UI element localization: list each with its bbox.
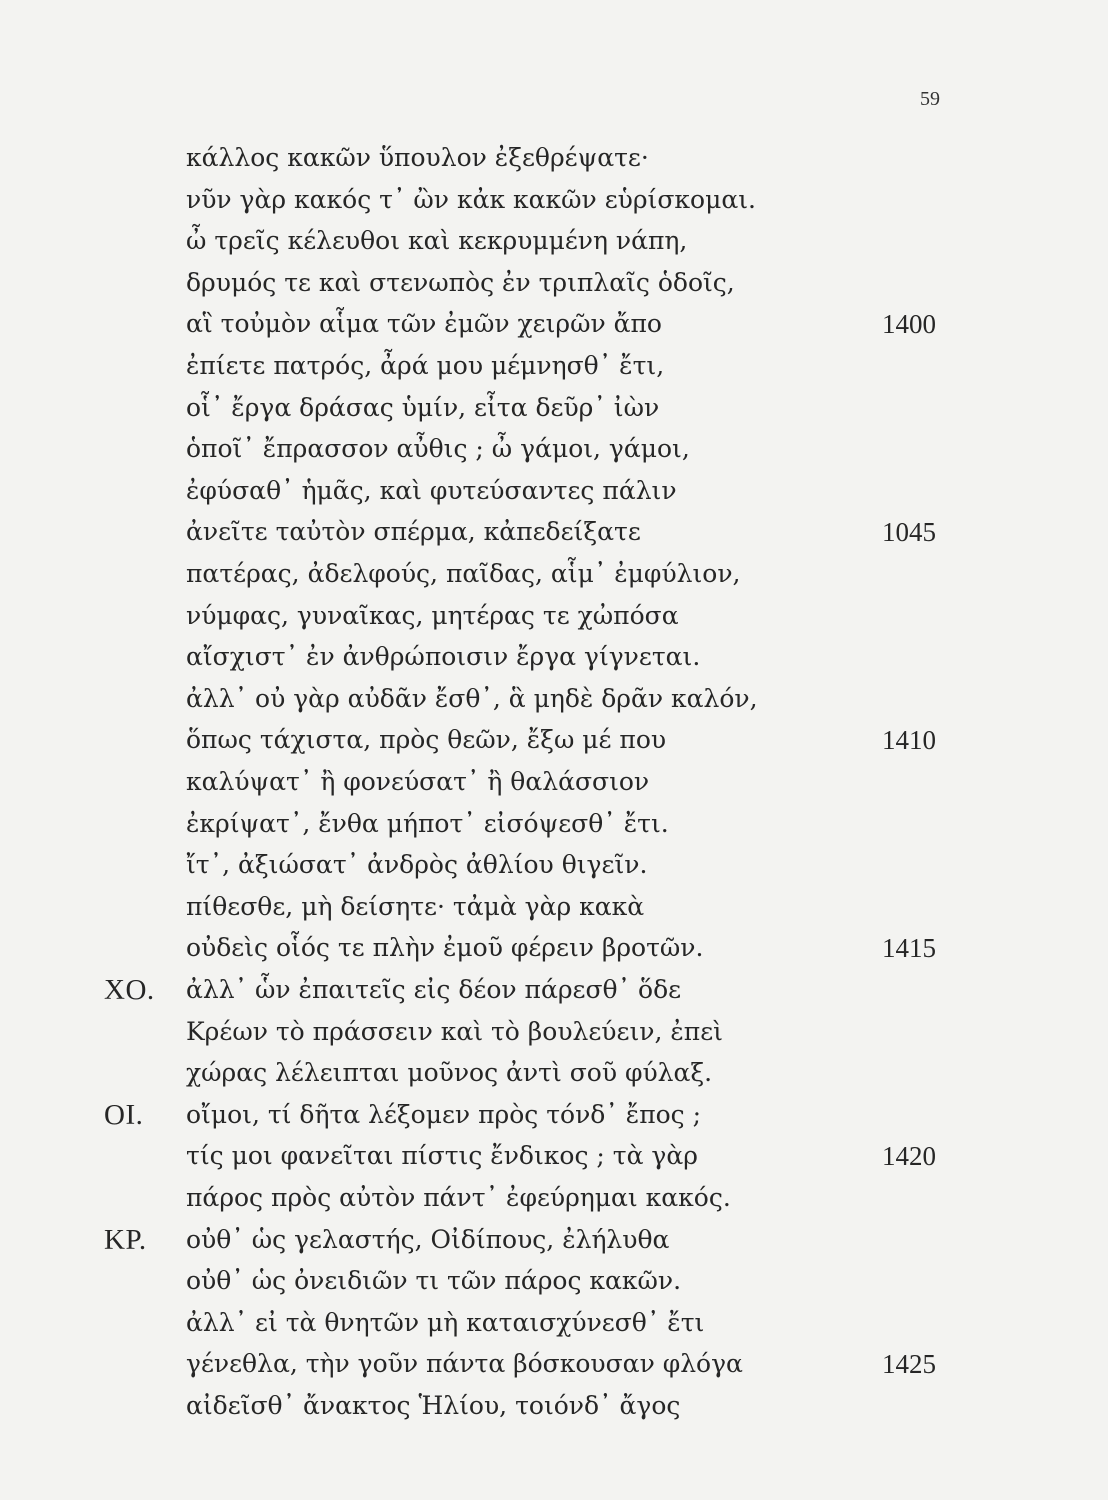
- verse-line: [0, 558, 1108, 590]
- verse-line: [0, 891, 1108, 923]
- verse-line: [0, 1057, 1108, 1089]
- verse-text: κάλλος κακῶν ὕπουλον ἐξεθρέψατε·: [186, 143, 649, 172]
- speaker-label: ΚΡ.: [104, 1223, 147, 1256]
- verse-text: Κρέων τὸ πράσσειν καὶ τὸ βουλεύειν, ἐπεὶ: [186, 1016, 723, 1046]
- verse-line: [0, 142, 1108, 174]
- verse-line: [0, 683, 1108, 715]
- page-number: 59: [920, 88, 940, 110]
- verse-line: [0, 433, 1108, 465]
- verse-line: [0, 808, 1108, 840]
- verse-line: [0, 600, 1108, 632]
- verse-line: [0, 641, 1108, 673]
- verse-text: χώρας λέλειπται μοῦνος ἀντὶ σοῦ φύλαξ.: [186, 1058, 713, 1088]
- verse-line: [0, 267, 1108, 299]
- verse-text: νῦν γὰρ κακός τ᾽ ὢν κἀκ κακῶν εὑρίσκομαι.: [186, 184, 756, 214]
- verse-line: [0, 932, 1108, 964]
- verse-line: [0, 1390, 1108, 1422]
- verse-line: [0, 1182, 1108, 1214]
- verse-line: [0, 1348, 1108, 1380]
- line-number: 1420: [882, 1141, 936, 1172]
- verse-text: αἴσχιστ᾽ ἐν ἀνθρώποισιν ἔργα γίγνεται.: [186, 642, 701, 672]
- verse-text: καλύψατ᾽ ἢ φονεύσατ᾽ ἢ θαλάσσιον: [186, 767, 650, 796]
- verse-text: οὐδεὶς οἷός τε πλὴν ἐμοῦ φέρειν βροτῶν.: [186, 933, 704, 963]
- verse-text: γένεθλα, τὴν γοῦν πάντα βόσκουσαν φλόγα: [186, 1349, 743, 1379]
- verse-line: [0, 225, 1108, 257]
- verse-text: ὁποῖ᾽ ἔπρασσον αὖθις ; ὦ γάμοι, γάμοι,: [186, 434, 690, 464]
- verse-line: [0, 974, 1108, 1006]
- verse-text: πάρος πρὸς αὐτὸν πάντ᾽ ἐφεύρημαι κακός.: [186, 1183, 731, 1212]
- verse-line: [0, 724, 1108, 756]
- verse-line: [0, 1140, 1108, 1172]
- line-number: 1410: [882, 725, 936, 756]
- verse-text: οὐθ᾽ ὡς ὀνειδιῶν τι τῶν πάρος κακῶν.: [186, 1266, 682, 1296]
- line-number: 1400: [882, 309, 936, 340]
- verse-text: τίς μοι φανεῖται πίστις ἔνδικος ; τὰ γὰρ: [186, 1141, 698, 1171]
- line-number: 1415: [882, 933, 936, 964]
- verse-line: [0, 350, 1108, 382]
- verse-line: [0, 766, 1108, 798]
- verse-text: οὐθ᾽ ὡς γελαστής, Οἰδίπους, ἐλήλυθα: [186, 1224, 670, 1254]
- verse-line: [0, 849, 1108, 881]
- verse-line: [0, 1016, 1108, 1048]
- verse-line: [0, 1265, 1108, 1297]
- verse-text: πίθεσθε, μὴ δείσητε· τἀμὰ γὰρ κακὰ: [186, 891, 645, 921]
- speaker-label: ΟΙ.: [104, 1098, 144, 1131]
- verse-line: [0, 475, 1108, 507]
- verse-line: [0, 308, 1108, 340]
- verse-text: ἐπίετε πατρός, ἆρά μου μέμνησθ᾽ ἔτι,: [186, 351, 665, 380]
- verse-line: [0, 184, 1108, 216]
- verse-text: ἀνεῖτε ταὐτὸν σπέρμα, κἀπεδείξατε: [186, 517, 641, 547]
- verse-line: [0, 1224, 1108, 1256]
- speaker-label: ΧΟ.: [104, 974, 155, 1006]
- verse-text: ἀλλ᾽ οὐ γὰρ αὐδᾶν ἔσθ᾽, ἃ μηδὲ δρᾶν καλόν,: [186, 683, 758, 713]
- verse-text: ἐφύσαθ᾽ ἡμᾶς, καὶ φυτεύσαντες πάλιν: [186, 475, 677, 505]
- verse-line: [0, 516, 1108, 548]
- verse-text: νύμφας, γυναῖκας, μητέρας τε χὠπόσα: [186, 600, 679, 630]
- verse-text: αἰδεῖσθ᾽ ἄνακτος Ἡλίου, τοιόνδ᾽ ἄγος: [186, 1391, 681, 1420]
- verse-text: οἴμοι, τί δῆτα λέξομεν πρὸς τόνδ᾽ ἔπος ;: [186, 1099, 702, 1129]
- verse-text: αἳ τοὐμὸν αἷμα τῶν ἐμῶν χειρῶν ἄπο: [186, 309, 662, 339]
- verse-text: οἷ᾽ ἔργα δράσας ὑμίν, εἶτα δεῦρ᾽ ἰὼν: [186, 392, 660, 422]
- verse-text: δρυμός τε καὶ στενωπὸς ἐν τριπλαῖς ὁδοῖς,: [186, 267, 735, 297]
- verse-line: [0, 392, 1108, 424]
- verse-text: ἐκρίψατ᾽, ἔνθα μήποτ᾽ εἰσόψεσθ᾽ ἔτι.: [186, 808, 669, 838]
- verse-line: [0, 1099, 1108, 1131]
- verse-text: ἀλλ᾽ ὧν ἐπαιτεῖς εἰς δέον πάρεσθ᾽ ὅδε: [186, 975, 682, 1004]
- line-number: 1425: [882, 1349, 936, 1380]
- verse-text: ἴτ᾽, ἀξιώσατ᾽ ἀνδρὸς ἀθλίου θιγεῖν.: [186, 850, 648, 880]
- line-number: 1045: [882, 517, 936, 548]
- verse-text: πατέρας, ἀδελφούς, παῖδας, αἷμ᾽ ἐμφύλιον,: [186, 559, 741, 588]
- verse-text: ὅπως τάχιστα, πρὸς θεῶν, ἔξω μέ που: [186, 725, 667, 755]
- verse-line: [0, 1307, 1108, 1339]
- verse-text: ὦ τρεῖς κέλευθοι καὶ κεκρυμμένη νάπη,: [186, 226, 688, 256]
- verse-text: ἀλλ᾽ εἰ τὰ θνητῶν μὴ καταισχύνεσθ᾽ ἔτι: [186, 1307, 705, 1337]
